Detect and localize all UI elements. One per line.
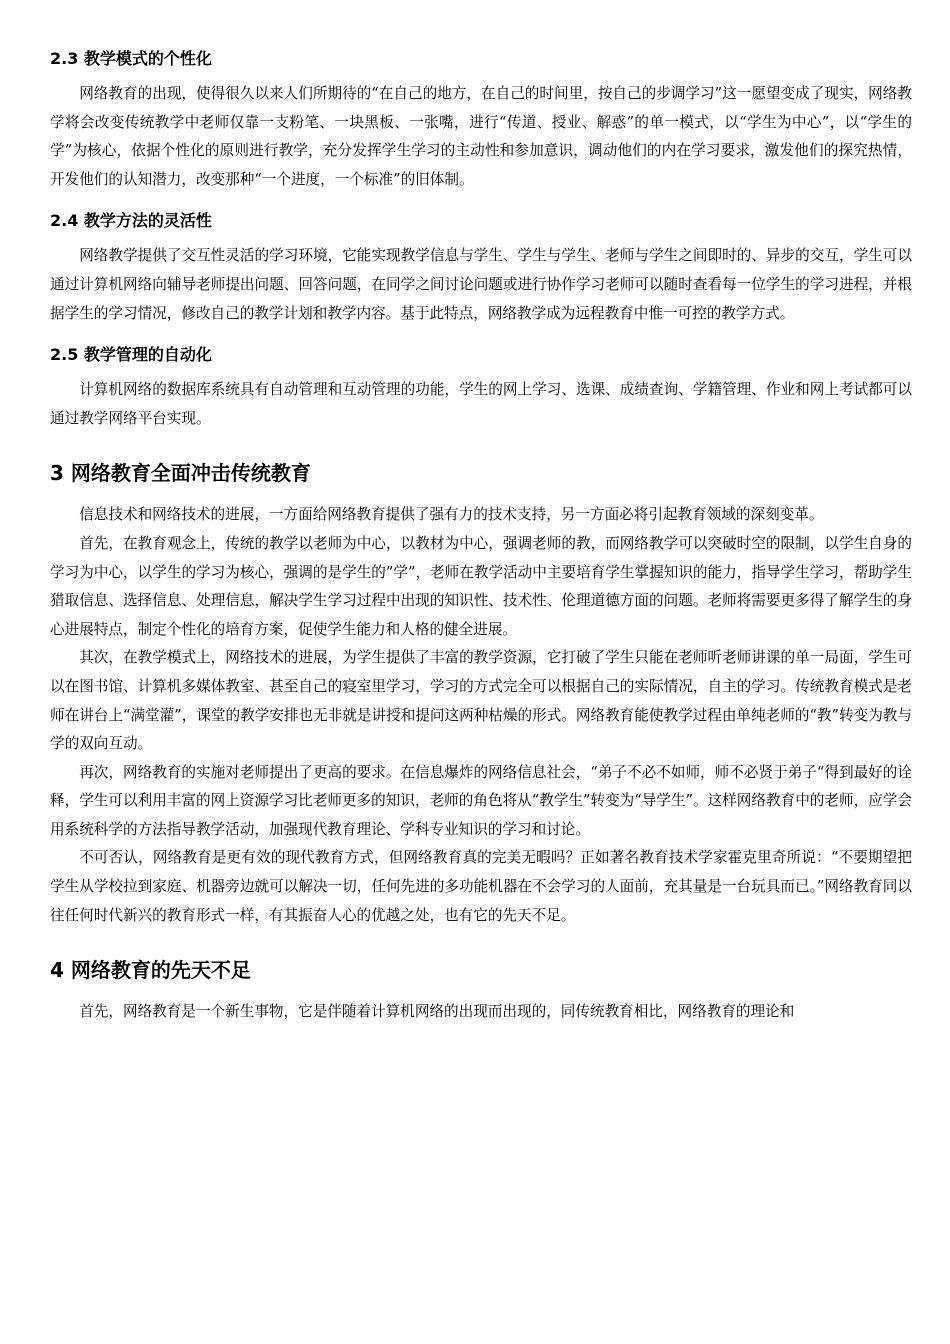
paragraph: 计算机网络的数据库系统具有自动管理和互动管理的功能，学生的网上学习、选课、成绩查询、学籍管理、作业和网上考试都可以通过教学网络平台实现。 [50,381,912,427]
paragraph: 首先，网络教育是一个新生事物，它是伴随着计算机网络的出现而出现的，同传统教育相比，网络教育的理论和 [79,1003,795,1021]
paragraph: 再次，网络教育的实施对老师提出了更高的要求。在信息爆炸的网络信息社会，“弟子不必不如师，师不必贤于弟子“得到最好的诠释，学生可以利用丰富的网上资源学习比老师更多的知识，老师的角色将从“教学生”转变为“导学生”。这样网络教育中的老师，应学会用系统科学的方法指导教学活动，加强现代教育理论、学科专业知识的学习和讨论。 [50,763,912,838]
paragraph: 不可否认，网络教育是更有效的现代教育方式，但网络教育真的完美无暇吗？正如著名教育技术学家霍克里奇所说：“不要期望把学生从学校拉到家庭、机器旁边就可以解决一切，任何先进的多功能机器在不会学习的人面前，充其量是一台玩具而已。”网络教育同以往任何时代新兴的教育形式一样，有其振奋人心的优越之处，也有它的先天不足。 [50,849,912,924]
section-heading-2-4: 2.4 教学方法的灵活性 [50,211,212,231]
section-heading-4: 4 网络教育的先天不足 [50,958,251,983]
paragraph: 其次，在教学模式上，网络技术的进展，为学生提供了丰富的教学资源，它打破了学生只能在老师听老师讲课的单一局面，学生可以在图书馆、计算机多媒体教室、甚至自己的寝室里学习，学习的方式完全可以根据自己的实际情况，自主的学习。传统教育模式是老师在讲台上“满堂灌”，课堂的教学安排也无非就是讲授和提问这两种枯燥的形式。网络教育能使教学过程由单纯老师的“教”转变为教与学的双向互动。 [50,649,912,753]
document-page [50,40,912,1027]
paragraph: 首先，在教育观念上，传统的教学以老师为中心，以教材为中心，强调老师的教，而网络教学可以突破时空的限制，以学生自身的学习为中心，以学生的学习为核心，强调的是学生的”学”，老师在教学活动中主要培育学生掌握知识的能力，指导学生学习，帮助学生猎取信息、选择信息、处理信息，解决学生学习过程中出现的知识性、技术性、伦理道德方面的问题。老师将需要更多得了解学生的身心进展特点，制定个性化的培育方案，促使学生能力和人格的健全进展。 [50,534,912,638]
section-heading-2-3: 2.3 教学模式的个性化 [50,49,212,68]
section-heading-2-5: 2.5 教学管理的自动化 [50,345,212,365]
paragraph: 网络教育的出现，使得很久以来人们所期待的“在自己的地方，在自己的时间里，按自己的步调学习”这一愿望变成了现实，网络教学将会改变传统教学中老师仅靠一支粉笔、一块黑板、一张嘴，进行“传道、授业、解惑”的单一模式，以“学生为中心”，以“学生的学”为核心，依据个性化的原则进行教学，充分发挥学生学习的主动性和参加意识，调动他们的内在学习要求，激发他们的探究热情，开发他们的认知潜力，改变那种“一个进度，一个标准”的旧体制。 [50,85,912,188]
section-heading-3: 3 网络教育全面冲击传统教育 [50,461,311,486]
paragraph: 信息技术和网络技术的进展，一方面给网络教育提供了强有力的技术支持，另一方面必将引起教育领域的深刻变革。 [79,506,824,524]
paragraph: 网络教学提供了交互性灵活的学习环境，它能实现教学信息与学生、学生与学生、老师与学生之间即时的、异步的交互，学生可以通过计算机网络向辅导老师提出问题、回答问题，在同学之间讨论问题或进行协作学习老师可以随时查看每一位学生的学习进程，并根据学生的学习情况，修改自己的教学计划和教学内容。基于此特点，网络教学成为远程教育中惟一可控的教学方式。 [50,247,912,322]
